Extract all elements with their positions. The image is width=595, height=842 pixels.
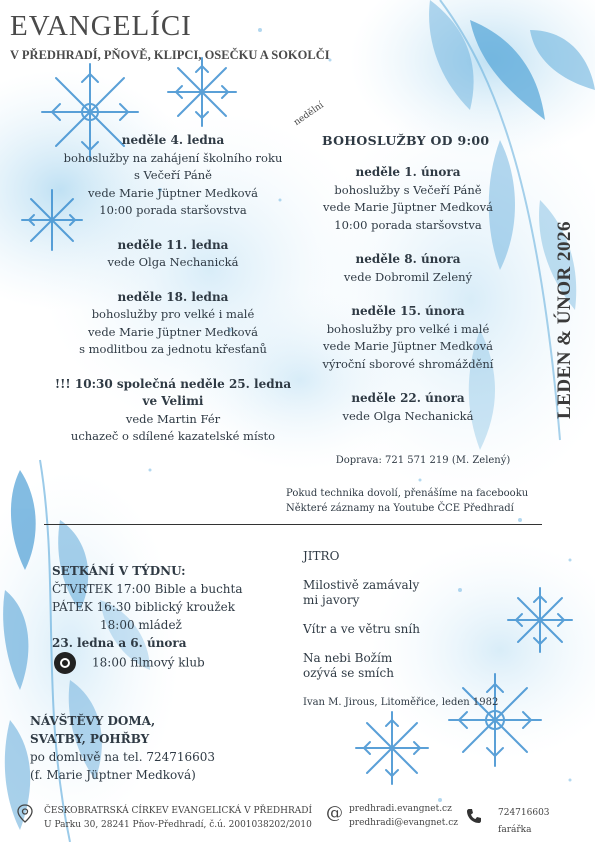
broadcast-note xyxy=(286,486,556,516)
service-date: neděle 11. ledna xyxy=(117,237,229,252)
service-entry xyxy=(298,164,518,234)
visits-heading: SVATBY, POHŘBY xyxy=(30,732,150,746)
website-link[interactable]: predhradi.evangnet.cz xyxy=(349,804,452,814)
film-club-row xyxy=(52,652,243,674)
service-line: uchazeč o sdílené kazatelské místo xyxy=(70,429,276,443)
service-line: vede Dobromil Zelený xyxy=(343,269,473,284)
org-name: ČESKOBRATRSKÁ CÍRKEV EVANGELICKÁ V PŘEDHRADÍ xyxy=(44,806,313,816)
section-divider xyxy=(44,524,542,525)
broadcast-line: Pokud technika dovolí, přenášíme na facebooku xyxy=(286,488,529,499)
service-date: neděle 15. února xyxy=(351,304,465,318)
service-line: vede Marie Jüptner Medková xyxy=(88,324,258,339)
footer-address xyxy=(44,804,324,832)
weekly-line: ČTVRTEK 17:00 Bible a buchta xyxy=(52,582,243,596)
service-date: neděle 22. února xyxy=(351,391,465,405)
january-services xyxy=(28,132,318,463)
weekly-line: PÁTEK 16:30 biblický kroužek xyxy=(52,600,236,614)
service-date: neděle 18. ledna xyxy=(117,289,229,304)
poem-signature: Ivan M. Jirous, Litoměřice, leden 1982 xyxy=(303,697,499,708)
service-entry xyxy=(28,289,318,359)
service-date: neděle 4. ledna xyxy=(121,133,225,147)
phone-number[interactable]: 724716603 xyxy=(498,808,550,818)
film-reel-icon xyxy=(54,652,76,674)
service-entry xyxy=(28,132,318,220)
sunday-label: nedělní xyxy=(292,100,326,128)
service-date: !!! 10:30 společná neděle 25. ledna xyxy=(54,376,292,391)
footer-phone xyxy=(498,806,550,837)
poem xyxy=(303,549,498,710)
service-entry xyxy=(298,303,518,373)
service-entry xyxy=(298,390,518,425)
service-entry xyxy=(298,251,518,286)
service-line: výroční sborové shromáždění xyxy=(322,356,494,371)
weekly-line: 18:00 filmový klub xyxy=(92,655,205,670)
weekly-line: 18:00 mládež xyxy=(100,618,182,632)
page-subtitle: V PŘEDHRADÍ, PŇOVĚ, KLIPCI, OSEČKU A SOKOLČI xyxy=(10,48,330,62)
service-line: bohoslužby na zahájení školního roku xyxy=(63,150,283,165)
service-line: vede Marie Jüptner Medková xyxy=(323,339,493,353)
weekly-line: 23. ledna a 6. února xyxy=(52,636,187,650)
service-line: s modlitbou za jednotu křesťanů xyxy=(79,342,267,356)
poem-line: mi javory xyxy=(303,593,360,607)
broadcast-line: Některé záznamy na Youtube ČCE Předhradí xyxy=(286,503,514,514)
service-date: neděle 1. února xyxy=(355,165,461,179)
weekly-heading: SETKÁNÍ V TÝDNU: xyxy=(52,564,186,578)
service-line: vede Olga Nechanická xyxy=(107,255,239,269)
poem-line: Milostivě zamávaly xyxy=(303,578,420,592)
poem-stanza xyxy=(303,578,498,608)
visits-heading: NÁVŠTĚVY DOMA, xyxy=(30,714,156,728)
service-date-place: ve Velimi xyxy=(142,394,204,408)
services-heading: BOHOSLUŽBY OD 9:00 xyxy=(322,133,490,148)
poem-line: Na nebi Božím xyxy=(303,651,393,665)
side-title: LEDEN & ÚNOR 2026 xyxy=(554,221,575,419)
poem-stanza xyxy=(303,651,498,681)
page-title: EVANGELÍCI xyxy=(10,10,192,42)
service-line: s Večeří Páně xyxy=(134,168,212,182)
org-address: U Parku 30, 28241 Pňov-Předhradí, č.ú. 2001038202/2010 xyxy=(44,820,312,830)
phone-icon xyxy=(466,808,482,824)
service-line: vede Marie Jüptner Medková xyxy=(88,185,258,200)
service-line: vede Martin Fér xyxy=(125,411,221,426)
poem-title: JITRO xyxy=(303,549,340,563)
email-link[interactable]: predhradi@evangnet.cz xyxy=(349,818,458,828)
service-line: vede Marie Jüptner Medková xyxy=(323,200,493,214)
service-line: vede Olga Nechanická xyxy=(342,408,474,423)
footer-contact xyxy=(349,802,458,830)
transport-note: Doprava: 721 571 219 (M. Zelený) xyxy=(335,455,511,466)
visits-section xyxy=(30,712,215,784)
visits-line: po domluvě na tel. 724716603 xyxy=(30,750,216,764)
poem-line: ozývá se smích xyxy=(303,666,394,680)
february-services xyxy=(298,164,518,442)
weekly-meetings xyxy=(52,562,243,674)
service-date: neděle 8. února xyxy=(355,252,461,266)
service-line: bohoslužby pro velké i malé xyxy=(91,307,255,321)
service-line: bohoslužby pro velké i malé xyxy=(326,321,490,336)
service-entry xyxy=(28,376,318,446)
service-line: 10:00 porada staršovstva xyxy=(334,217,482,232)
location-icon xyxy=(16,804,34,824)
visits-line: (f. Marie Jüptner Medková) xyxy=(30,768,196,782)
service-line: 10:00 porada staršovstva xyxy=(99,203,247,217)
phone-label: farářka xyxy=(498,825,532,835)
at-icon: @ xyxy=(326,803,343,823)
poem-stanza: Vítr a ve větru sníh xyxy=(303,622,420,636)
service-line: bohoslužby s Večeří Páně xyxy=(334,182,482,197)
service-entry xyxy=(28,237,318,272)
